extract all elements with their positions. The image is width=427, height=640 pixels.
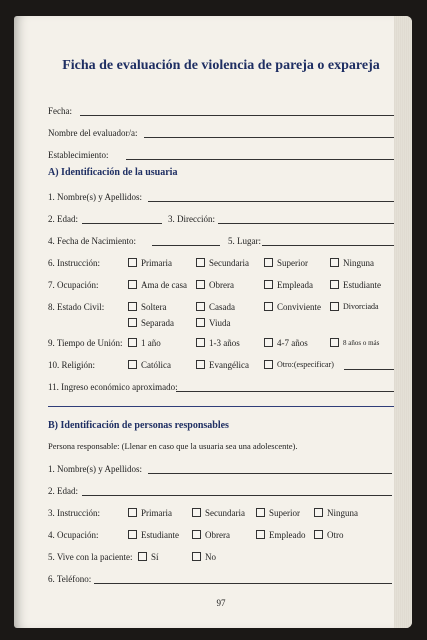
checkbox[interactable] xyxy=(138,552,147,561)
book-page xyxy=(14,16,412,628)
checkbox[interactable] xyxy=(256,530,265,539)
b-instruccion-label: 3. Instrucción: xyxy=(48,508,100,518)
a-estado-civil-row-2: Separada Viuda xyxy=(48,316,394,330)
page-number: 97 xyxy=(216,598,226,608)
checkbox[interactable] xyxy=(128,508,137,517)
checkbox[interactable] xyxy=(330,302,339,311)
form-title: Ficha de evaluación de violencia de pareja o expareja xyxy=(62,58,380,73)
checkbox[interactable] xyxy=(330,338,339,347)
b-edad-row xyxy=(48,484,394,498)
a-edad-label: 2. Edad: xyxy=(48,214,78,224)
section-divider xyxy=(48,406,394,407)
a-ingreso-label: 11. Ingreso económico aproximado: xyxy=(48,382,178,392)
checkbox[interactable] xyxy=(192,530,201,539)
checkbox[interactable] xyxy=(128,302,137,311)
b-note: Persona responsable: (Llenar en caso que la usuaria sea una adolescente). xyxy=(48,441,298,451)
a-instruccion-row: 6. Instrucción: Primaria Secundaria Superior Ninguna xyxy=(48,258,374,268)
a-direccion-line[interactable] xyxy=(218,223,394,224)
checkbox[interactable] xyxy=(128,258,137,267)
checkbox[interactable] xyxy=(128,360,137,369)
a-fecha-nac-line[interactable] xyxy=(152,245,220,246)
b-vive-label: 5. Vive con la paciente: xyxy=(48,552,133,562)
b-telefono-label: 6. Teléfono: xyxy=(48,574,92,584)
a-ocupacion-row: 7. Ocupación: Ama de casa Obrera Empleada Estudiante xyxy=(48,280,381,290)
checkbox[interactable] xyxy=(314,508,323,517)
evaluador-label: Nombre del evaluador/a: xyxy=(48,128,138,138)
evaluador-row xyxy=(48,126,394,140)
checkbox[interactable] xyxy=(314,530,323,539)
checkbox[interactable] xyxy=(264,302,273,311)
checkbox[interactable] xyxy=(128,338,137,347)
establecimiento-line[interactable] xyxy=(126,159,394,160)
establecimiento-label: Establecimiento: xyxy=(48,150,109,160)
checkbox[interactable] xyxy=(128,318,137,327)
b-ocupacion-row: 4. Ocupación: Estudiante Obrera Empleado Otro xyxy=(48,530,344,540)
page-edges xyxy=(394,16,412,628)
a-ingreso-line[interactable] xyxy=(176,391,394,392)
checkbox[interactable] xyxy=(264,360,273,369)
a-religion-label: 10. Religión: xyxy=(48,360,95,370)
a-nombre-row xyxy=(48,190,394,204)
b-instruccion-row: 3. Instrucción: Primaria Secundaria Superior Ninguna xyxy=(48,508,358,518)
a-ingreso-row xyxy=(48,380,394,394)
a-nombre-label: 1. Nombre(s) y Apellidos: xyxy=(48,192,142,202)
evaluador-line[interactable] xyxy=(144,137,394,138)
a-estado-civil-row: 8. Estado Civil: Soltera Casada Conviviente Divorciada xyxy=(48,302,379,312)
fecha-line[interactable] xyxy=(80,115,394,116)
a-estado-civil-label: 8. Estado Civil: xyxy=(48,302,105,312)
checkbox[interactable] xyxy=(330,280,339,289)
checkbox[interactable] xyxy=(196,302,205,311)
checkbox[interactable] xyxy=(264,258,273,267)
a-tiempo-union-row: 9. Tiempo de Unión: 1 año 1-3 años 4-7 años 8 años o más xyxy=(48,338,380,348)
b-nombre-row xyxy=(48,462,394,476)
section-a-heading: A) Identificación de la usuaria xyxy=(48,167,178,178)
a-instruccion-label: 6. Instrucción: xyxy=(48,258,100,268)
b-note-row xyxy=(48,439,394,453)
section-b-heading: B) Identificación de personas responsables xyxy=(48,420,229,431)
fecha-row xyxy=(48,104,394,118)
checkbox[interactable] xyxy=(196,318,205,327)
checkbox[interactable] xyxy=(196,280,205,289)
checkbox[interactable] xyxy=(196,360,205,369)
checkbox[interactable] xyxy=(128,530,137,539)
checkbox[interactable] xyxy=(196,258,205,267)
b-telefono-row xyxy=(48,572,394,586)
checkbox[interactable] xyxy=(196,338,205,347)
checkbox[interactable] xyxy=(192,552,201,561)
checkbox[interactable] xyxy=(128,280,137,289)
a-tiempo-union-label: 9. Tiempo de Unión: xyxy=(48,338,123,348)
a-edad-line[interactable] xyxy=(82,223,162,224)
a-religion-otro-line[interactable] xyxy=(344,369,394,370)
a-fecha-nac-label: 4. Fecha de Nacimiento: xyxy=(48,236,136,246)
b-telefono-line[interactable] xyxy=(94,583,392,584)
checkbox[interactable] xyxy=(330,258,339,267)
a-lugar-line[interactable] xyxy=(262,245,394,246)
checkbox[interactable] xyxy=(192,508,201,517)
b-nombre-label: 1. Nombre(s) y Apellidos: xyxy=(48,464,142,474)
a-ocupacion-label: 7. Ocupación: xyxy=(48,280,99,290)
establecimiento-row xyxy=(48,148,394,162)
fecha-label: Fecha: xyxy=(48,106,72,116)
a-edad-row xyxy=(48,212,394,226)
checkbox[interactable] xyxy=(264,338,273,347)
checkbox[interactable] xyxy=(256,508,265,517)
a-nombre-line[interactable] xyxy=(148,201,394,202)
b-ocupacion-label: 4. Ocupación: xyxy=(48,530,99,540)
b-nombre-line[interactable] xyxy=(148,473,392,474)
a-fecha-nac-row xyxy=(48,234,394,248)
b-edad-line[interactable] xyxy=(82,495,392,496)
a-religion-row: 10. Religión: Católica Evangélica Otro:(especificar) xyxy=(48,358,394,372)
b-edad-label: 2. Edad: xyxy=(48,486,78,496)
checkbox[interactable] xyxy=(264,280,273,289)
b-vive-row: 5. Vive con la paciente: Sí No xyxy=(48,552,216,562)
a-direccion-label: 3. Dirección: xyxy=(168,214,215,224)
a-lugar-label: 5. Lugar: xyxy=(228,236,261,246)
